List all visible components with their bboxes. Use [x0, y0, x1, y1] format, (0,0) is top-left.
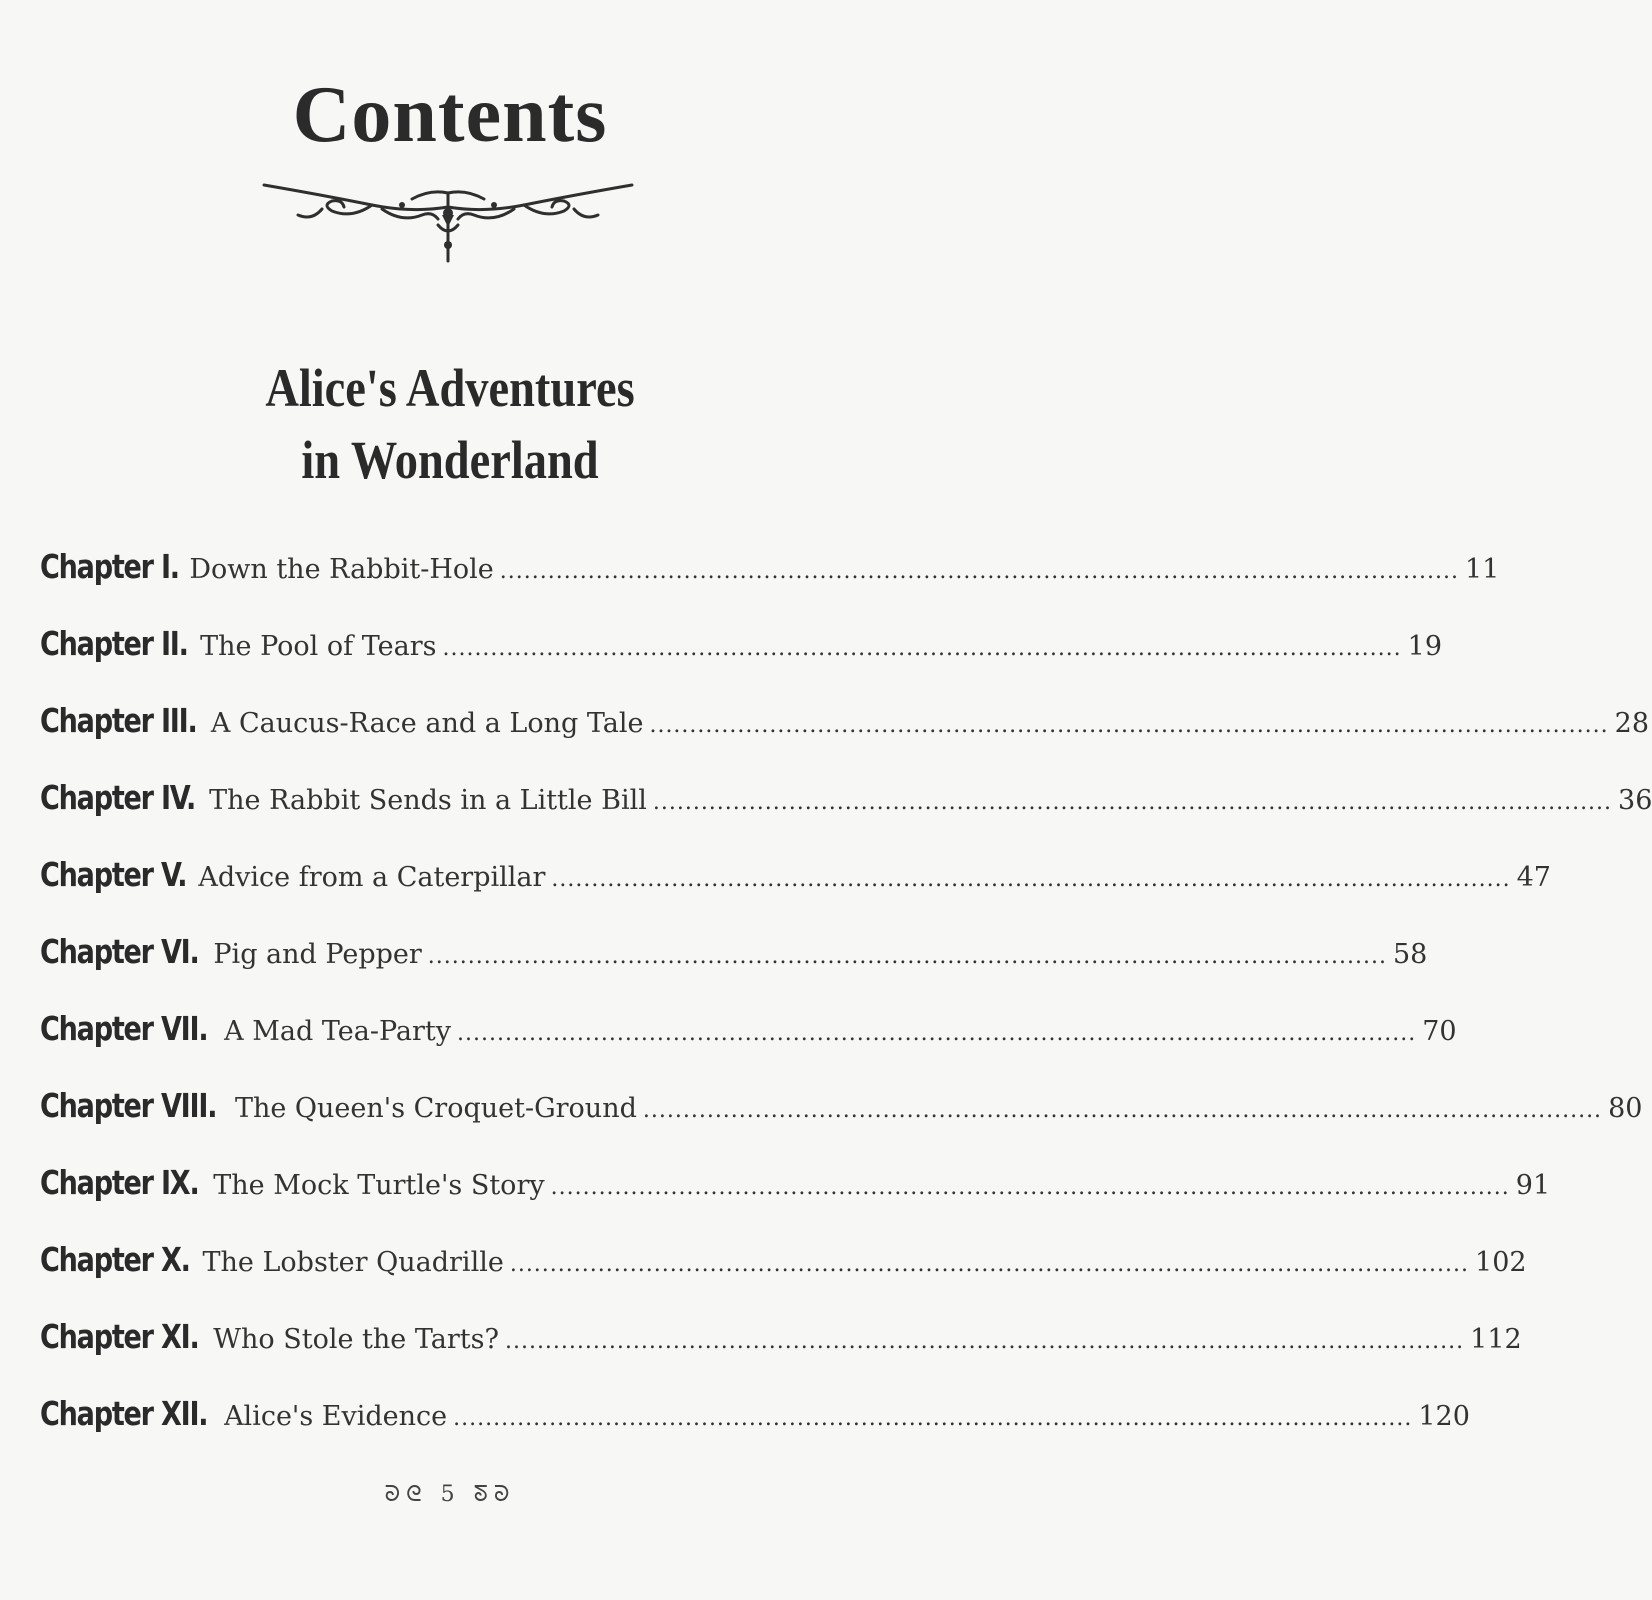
toc-entry — [40, 1007, 1457, 1084]
chapter-title: Pig and Pepper — [213, 939, 422, 970]
toc-entry — [40, 1238, 1527, 1315]
chapter-number: Chapter VII. — [40, 1009, 208, 1048]
dot-leader: ........................................................................................................................ — [509, 1252, 1470, 1277]
toc-entry — [40, 776, 1652, 853]
chapter-number: Chapter V. — [40, 855, 187, 894]
dot-leader: ........................................................................................................................ — [551, 867, 1511, 892]
chapter-title: The Pool of Tears — [200, 631, 437, 662]
chapter-number: Chapter IX. — [40, 1163, 199, 1202]
chapter-number: Chapter III. — [40, 701, 197, 740]
table-of-contents — [40, 545, 1652, 1469]
dot-leader: ........................................................................................................................ — [550, 1175, 1510, 1200]
toc-entry — [40, 1392, 1470, 1469]
toc-entry — [40, 622, 1443, 699]
chapter-title: Advice from a Caterpillar — [198, 862, 546, 893]
chapter-title: A Caucus-Race and a Long Tale — [210, 708, 644, 739]
chapter-number: Chapter I. — [40, 547, 179, 586]
chapter-number: Chapter VIII. — [40, 1086, 217, 1125]
chapter-title: Who Stole the Tarts? — [213, 1324, 499, 1355]
chapter-page-number: 80 — [1608, 1093, 1643, 1124]
dot-leader: ........................................................................................................................ — [457, 1021, 1417, 1046]
dot-leader: ........................................................................................................................ — [499, 559, 1459, 584]
toc-entry — [40, 545, 1500, 622]
toc-entry — [40, 1161, 1551, 1238]
chapter-number: Chapter IV. — [40, 778, 196, 817]
chapter-page-number: 112 — [1470, 1324, 1522, 1355]
chapter-page-number: 19 — [1407, 631, 1443, 662]
book-title-line-2: in Wonderland — [301, 430, 599, 490]
chapter-page-number: 11 — [1464, 554, 1500, 585]
toc-entry — [40, 930, 1428, 1007]
toc-entry — [40, 853, 1551, 930]
dot-leader: ........................................................................................................................ — [649, 713, 1609, 738]
page-footer: ᘐᘓ 5 ᘕᘐ — [384, 1482, 516, 1507]
dot-leader: ........................................................................................................................ — [652, 790, 1613, 815]
chapter-page-number: 120 — [1418, 1401, 1470, 1432]
chapter-page-number: 102 — [1475, 1247, 1527, 1278]
chapter-page-number: 91 — [1515, 1170, 1551, 1201]
chapter-title: The Lobster Quadrille — [202, 1247, 504, 1278]
chapter-number: Chapter XII. — [40, 1394, 208, 1433]
dot-leader: ........................................................................................................................ — [642, 1098, 1603, 1123]
chapter-page-number: 28 — [1614, 708, 1649, 739]
chapter-title: Down the Rabbit-Hole — [189, 554, 494, 585]
dot-leader: ........................................................................................................................ — [504, 1329, 1465, 1354]
chapter-number: Chapter XI. — [40, 1317, 199, 1356]
chapter-page-number: 58 — [1392, 939, 1428, 970]
page-heading: Contents — [292, 71, 608, 159]
chapter-title: The Rabbit Sends in a Little Bill — [209, 785, 647, 816]
dot-leader: ........................................................................................................................ — [427, 944, 1387, 969]
chapter-title: The Mock Turtle's Story — [213, 1170, 545, 1201]
chapter-number: Chapter X. — [40, 1240, 190, 1279]
book-title-line-1: Alice's Adventures — [265, 358, 635, 418]
toc-entry — [40, 1084, 1643, 1161]
scroll-flourish-icon — [262, 175, 634, 265]
chapter-number: Chapter VI. — [40, 932, 199, 971]
book-title — [63, 352, 837, 496]
chapter-page-number: 70 — [1422, 1016, 1457, 1047]
chapter-page-number: 36 — [1618, 785, 1652, 816]
toc-entry — [40, 699, 1649, 776]
dot-leader: ........................................................................................................................ — [442, 636, 1402, 661]
dot-leader: ........................................................................................................................ — [453, 1406, 1413, 1431]
chapter-page-number: 47 — [1516, 862, 1551, 893]
chapter-title: Alice's Evidence — [224, 1401, 448, 1432]
chapter-title: A Mad Tea-Party — [224, 1016, 452, 1047]
chapter-title: The Queen's Croquet-Ground — [234, 1093, 637, 1124]
toc-entry — [40, 1315, 1522, 1392]
chapter-number: Chapter II. — [40, 624, 188, 663]
